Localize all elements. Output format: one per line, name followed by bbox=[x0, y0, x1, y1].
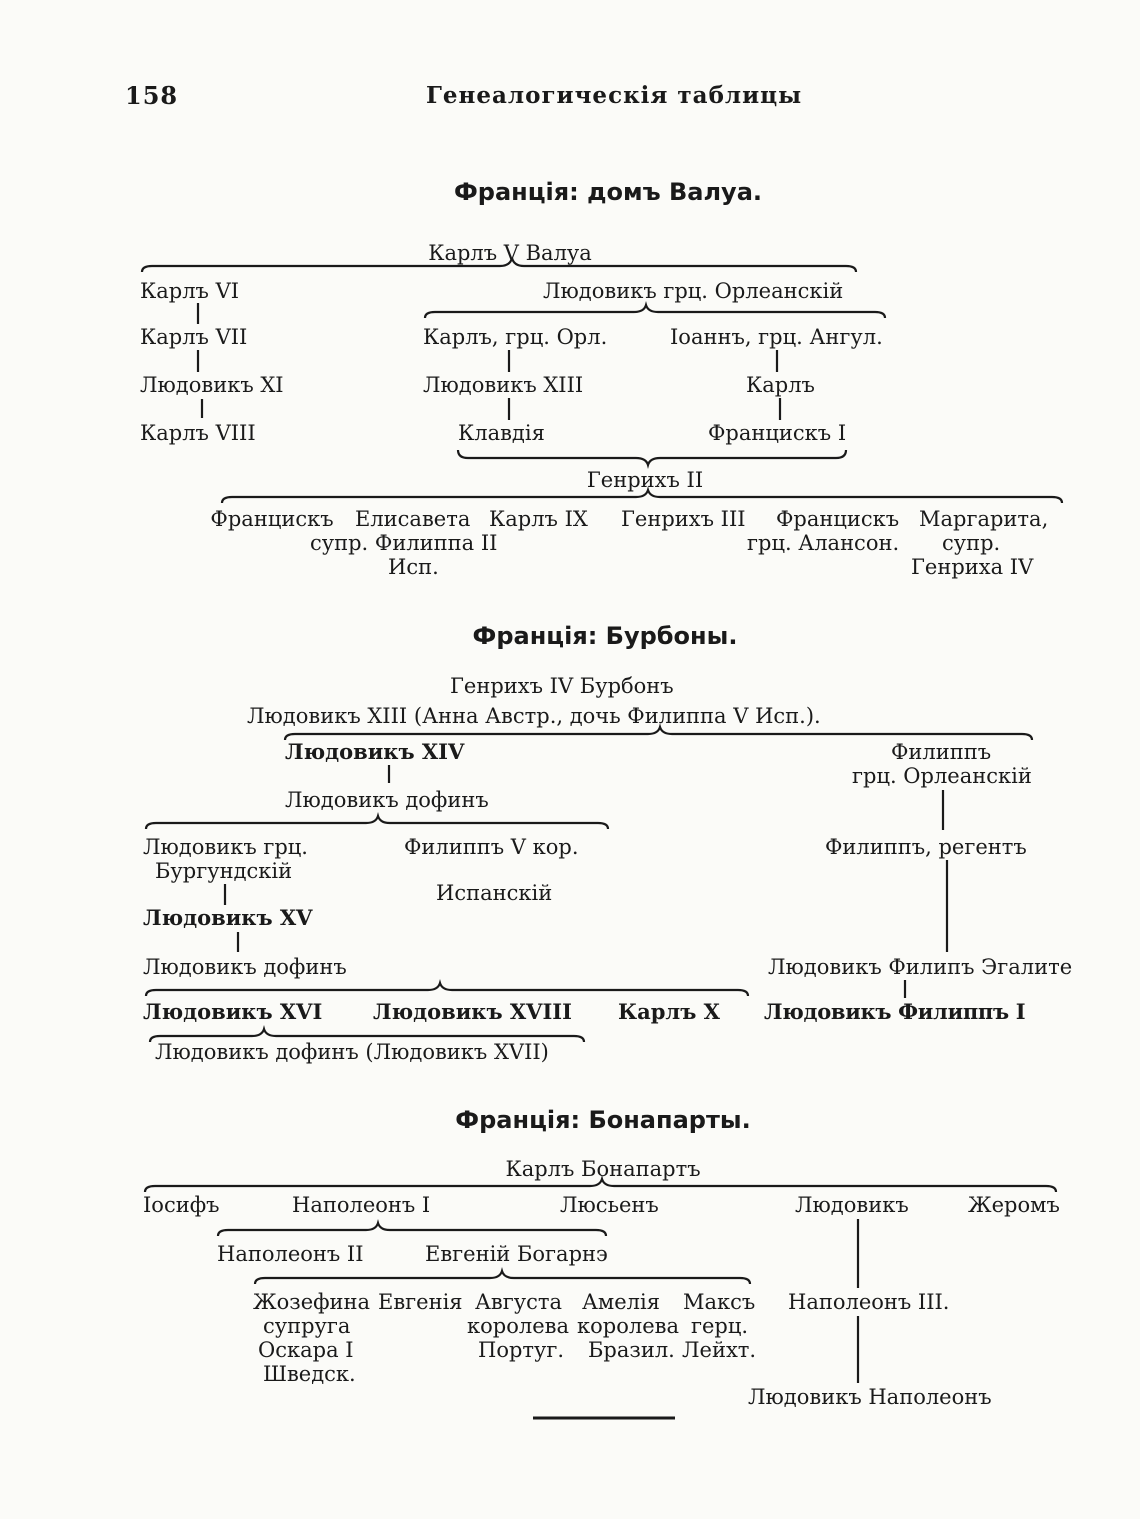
bourbons-louis-15: Людовикъ XV bbox=[143, 905, 313, 930]
bourbons-louis-philippe: Людовикъ Филиппъ I bbox=[764, 999, 1026, 1024]
bourbons-dauphin-2: Людовикъ дофинъ bbox=[143, 955, 347, 979]
bourbons-philippe-line2: грц. Орлеанскій bbox=[852, 764, 1032, 788]
valois-francis-1: Францискъ I bbox=[708, 421, 847, 445]
valois-child-elisabeth: Елисавета bbox=[355, 507, 471, 531]
bonaparte-louis: Людовикъ bbox=[795, 1193, 909, 1217]
brace-orleans bbox=[425, 305, 885, 318]
valois-child-francis-alencon-line2: грц. Алансон. bbox=[747, 531, 900, 555]
bourbons-philippe: Филиппъ bbox=[891, 740, 992, 764]
page-number: 158 bbox=[125, 81, 179, 110]
brace-dauphin1 bbox=[146, 816, 608, 829]
bonaparte-napoleon-2: Наполеонъ II bbox=[217, 1242, 364, 1266]
valois-child-margaret: Маргарита, bbox=[919, 507, 1049, 531]
bonaparte-amelie: Амелія bbox=[582, 1290, 660, 1314]
valois-child-francis-alencon: Францискъ bbox=[776, 507, 900, 531]
bourbons-louis-14: Людовикъ XIV bbox=[285, 739, 465, 764]
valois-charles-angouleme: Карлъ bbox=[746, 373, 815, 397]
valois-charles-6: Карлъ VI bbox=[140, 279, 240, 303]
valois-charles-8: Карлъ VIII bbox=[140, 421, 256, 445]
brace-valois-root bbox=[142, 258, 856, 272]
bourbons-egalite: Людовикъ Филипъ Эгалите bbox=[768, 955, 1073, 979]
brace-eugene bbox=[255, 1271, 750, 1284]
bourbons-charles-10: Карлъ X bbox=[618, 999, 720, 1024]
bourbons-title: Франція: Бурбоны. bbox=[472, 622, 738, 650]
valois-root: Карлъ V Валуа bbox=[428, 241, 592, 265]
bonaparte-eugenie: Евгенія bbox=[378, 1290, 463, 1314]
bonaparte-amelie-line2: королева bbox=[577, 1314, 679, 1338]
valois-child-charles-9: Карлъ IX bbox=[489, 507, 588, 531]
bonaparte-josephine-line3: Оскара I bbox=[258, 1338, 354, 1362]
valois-henry-2: Генрихъ II bbox=[586, 468, 704, 492]
bonaparte-lucien: Люсьенъ bbox=[560, 1193, 659, 1217]
brace-dauphin2 bbox=[146, 983, 748, 996]
bonaparte-josephine-line2: супруга bbox=[263, 1314, 351, 1338]
valois-louis-11: Людовикъ XI bbox=[140, 373, 284, 397]
valois-child-elisabeth-line3: Исп. bbox=[388, 555, 439, 579]
bonaparte-max-line3: Лейхт. bbox=[682, 1338, 757, 1362]
brace-louis16 bbox=[150, 1029, 584, 1042]
bonaparte-augusta-line3: Португ. bbox=[478, 1338, 565, 1362]
bourbons-louis-16: Людовикъ XVI bbox=[143, 999, 323, 1024]
bonaparte-title: Франція: Бонапарты. bbox=[455, 1106, 751, 1134]
brace-henry2 bbox=[222, 490, 1062, 503]
valois-orleans: Людовикъ грц. Орлеанскій bbox=[543, 279, 844, 303]
bourbons-philip-5: Филиппъ V кор. bbox=[404, 835, 579, 859]
brace-claude-francis bbox=[458, 450, 846, 465]
bourbons-dauphin-1: Людовикъ дофинъ bbox=[285, 788, 489, 812]
bourbons-louis-13: Людовикъ XIII (Анна Австр., дочь Филиппа V Исп.). bbox=[247, 704, 821, 728]
bourbons-henry-4: Генрихъ IV Бурбонъ bbox=[450, 674, 674, 698]
valois-louis-12: Людовикъ XIII bbox=[423, 373, 584, 397]
bonaparte-eugene: Евгеній Богарнэ bbox=[425, 1242, 608, 1266]
valois-title: Франція: домъ Валуа. bbox=[453, 178, 763, 206]
bonaparte-jerome: Жеромъ bbox=[968, 1193, 1060, 1217]
bonaparte-augusta: Августа bbox=[475, 1290, 562, 1314]
bonaparte-max-line2: герц. bbox=[691, 1314, 749, 1338]
brace-louis13 bbox=[285, 727, 1032, 740]
valois-claude: Клавдія bbox=[458, 421, 545, 445]
bonaparte-josephine-line4: Шведск. bbox=[263, 1362, 356, 1386]
bonaparte-root: Карлъ Бонапартъ bbox=[505, 1157, 701, 1181]
bonaparte-augusta-line2: королева bbox=[467, 1314, 569, 1338]
brace-napoleon1 bbox=[218, 1223, 606, 1236]
bourbons-louis-17: Людовикъ дофинъ (Людовикъ XVII) bbox=[155, 1040, 549, 1064]
bonaparte-joseph: Іосифъ bbox=[143, 1193, 220, 1217]
bonaparte-napoleon-3: Наполеонъ III. bbox=[788, 1290, 950, 1314]
bonaparte-amelie-line3: Бразил. bbox=[588, 1338, 675, 1362]
bonaparte-josephine: Жозефина bbox=[253, 1290, 371, 1314]
valois-child-francis: Францискъ bbox=[210, 507, 334, 531]
running-header: Генеалогическія таблицы bbox=[426, 82, 803, 109]
bourbons-louis-18: Людовикъ XVIII bbox=[373, 999, 572, 1024]
bonaparte-max: Максъ bbox=[683, 1290, 756, 1314]
valois-child-henry-3: Генрихъ III bbox=[621, 507, 746, 531]
valois-child-margaret-line2: супр. bbox=[942, 531, 1001, 555]
valois-child-elisabeth-line2: супр. Филиппа II bbox=[310, 531, 498, 555]
valois-charles-orleans: Карлъ, грц. Орл. bbox=[423, 325, 608, 349]
bourbons-philip-5-line2: Испанскій bbox=[436, 881, 553, 905]
bonaparte-louis-napoleon: Людовикъ Наполеонъ bbox=[748, 1385, 992, 1409]
bourbons-burgundy-line2: Бургундскій bbox=[155, 859, 293, 883]
brace-carlo bbox=[145, 1179, 1056, 1192]
bourbons-regent: Филиппъ, регентъ bbox=[825, 835, 1027, 859]
valois-child-margaret-line3: Генриха IV bbox=[911, 555, 1034, 579]
bourbons-burgundy: Людовикъ грц. bbox=[143, 835, 308, 859]
bonaparte-napoleon-1: Наполеонъ I bbox=[292, 1193, 431, 1217]
valois-jean-angouleme: Іоаннъ, грц. Ангул. bbox=[670, 325, 883, 349]
valois-charles-7: Карлъ VII bbox=[140, 325, 248, 349]
